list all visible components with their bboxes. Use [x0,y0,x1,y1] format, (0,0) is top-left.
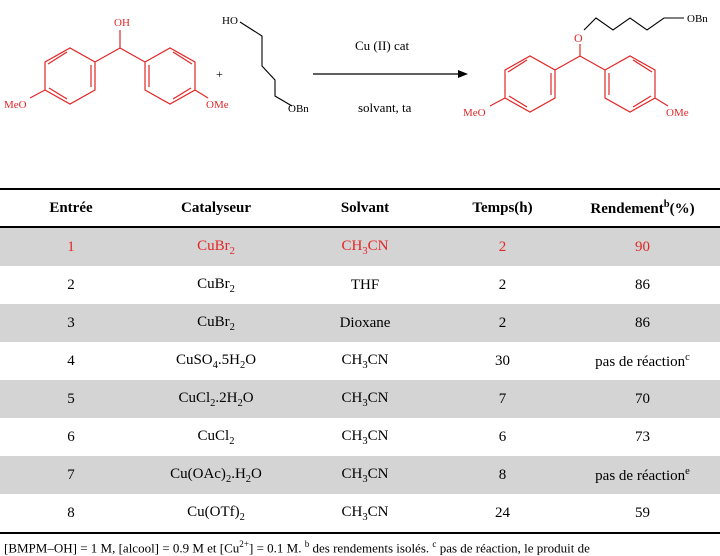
cell-time: 30 [495,352,510,369]
cell-entry: 3 [67,314,75,331]
cell-catalyst: $Cu(OAc)_2.H_2O$ [170,465,262,485]
plus-sign: + [216,67,223,81]
footnote-sup-2: b [304,539,310,549]
cell-entry: 1 [67,238,75,255]
cell-entry: 4 [67,352,75,369]
cell-solvent: $CH_3CN$ [341,237,389,257]
product-methoxy-right-label: OMe [666,107,689,119]
cell-yield-text: 59 [635,504,650,521]
ether-oxygen-label: O [574,31,583,45]
cell-yield-text: 70 [635,390,650,407]
table-row [0,418,720,456]
table-row [0,380,720,418]
table-body [0,228,720,532]
header-time: Temps(h) [472,199,533,216]
reaction-arrow [313,70,468,78]
table-row [0,304,720,342]
cell-solvent: $CH_3CN$ [341,503,389,523]
cell-catalyst: CuBr$_2$ [197,313,235,333]
product-methoxy-left-label: MeO [463,107,486,119]
footnote-part-1: [BMPM–OH] = 1 M, [alcool] = 0.9 M et [Cu [4,540,240,556]
cell-yield-text: 86 [635,276,650,293]
reaction-scheme [0,0,720,160]
cell-time: 24 [495,504,510,521]
cell-time: 6 [498,428,507,445]
header-entry: Entrée [49,199,93,216]
cell-time: 2 [498,276,507,293]
cell-yield [565,239,720,256]
cell-catalyst: $Cu(OTf)_2$ [187,503,245,523]
cell-solvent: $CH_3CN$ [341,351,389,371]
footnote-part-2: ] = 0.1 M. [248,540,305,556]
cell-catalyst: $CuCl_2.2H_2O$ [178,389,254,409]
table-row [0,456,720,494]
cell-catalyst: CuBr$_2$ [197,275,235,295]
cell-time: 2 [498,238,507,255]
table-bottom-rule [0,532,720,534]
table-row [0,266,720,304]
cell-catalyst: $CuSO_4.5H_2O$ [175,351,257,371]
cell-solvent: THF [350,276,380,293]
footnote-part-4: pas de réaction, le produit de [436,540,590,556]
header-yield-sup: b [663,198,670,210]
cell-solvent: Dioxane [339,314,391,331]
methoxy-right-label: OMe [206,99,229,111]
cell-yield [565,429,720,446]
cell-yield [565,352,720,371]
header-yield-unit: (%) [669,200,695,217]
header-catalyst: Catalyseur [181,199,251,216]
cell-time: 7 [498,390,507,407]
cell-yield-sup: c [685,351,690,363]
cell-yield [565,277,720,294]
table-row [0,228,720,266]
table-footnote [4,539,720,556]
cell-entry: 8 [67,504,75,521]
footnote-sup-3: c [432,539,437,549]
table-row [0,494,720,532]
header-yield-text: Rendement [590,200,664,217]
cell-time: 8 [498,466,507,483]
cell-yield [565,466,720,485]
cell-yield-text: 73 [635,428,650,445]
cell-yield-sup: e [685,465,690,477]
reactant-diarylmethanol [30,30,208,104]
cell-solvent: $CH_3CN$ [341,465,389,485]
cell-entry: 5 [67,390,75,407]
cell-entry: 6 [67,428,75,445]
arrow-condition-catalyst: Cu (II) cat [355,38,410,53]
results-table [0,188,720,534]
header-solvent: Solvant [340,199,390,216]
product-ether[interactable] [490,18,684,112]
obn-label-product: OBn [687,13,708,25]
arrow-condition-solvent: solvant, ta [358,100,412,115]
cell-yield [565,391,720,408]
footnote-part-3: des rendements isolés. [309,540,433,556]
table-header-row [0,190,720,226]
cell-yield [565,315,720,332]
cell-yield-text: pas de réaction [595,353,686,370]
cell-yield-text: pas de réaction [595,467,686,484]
header-yield [565,199,720,218]
footnote-sup-1: 2+ [239,539,249,549]
cell-time: 2 [498,314,507,331]
cell-catalyst: CuCl$_2$ [197,427,235,447]
cell-yield [565,505,720,522]
cell-entry: 7 [67,466,75,483]
cell-catalyst: CuBr$_2$ [197,237,235,257]
cell-solvent: $CH_3CN$ [341,427,389,447]
ho-label: HO [222,15,238,27]
cell-solvent: $CH_3CN$ [341,389,389,409]
cell-yield-text: 86 [635,314,650,331]
hydroxyl-label: OH [114,17,130,29]
cell-entry: 2 [67,276,75,293]
table-row [0,342,720,380]
methoxy-left-label: MeO [4,99,27,111]
cell-yield-text: 90 [635,238,650,255]
obn-label-reactant: OBn [288,103,309,115]
reactant-butanol [240,22,292,106]
